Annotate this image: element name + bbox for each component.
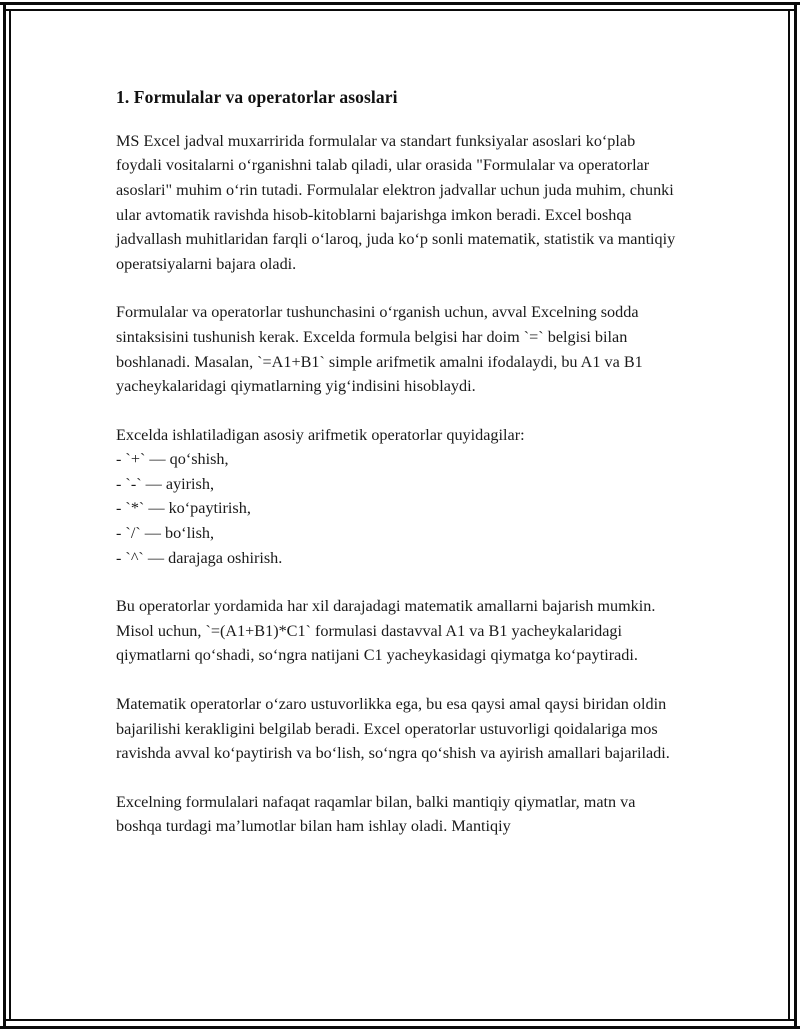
list-item: - `*` — ko‘paytirish, <box>116 499 251 518</box>
paragraph-syntax: Formulalar va operatorlar tushunchasini o‘rganish uchun, avval Excelning sodda sintaksisini tushunish kerak. Excelda formula belgisi har doim `=` belgisi bilan boshlanadi. Masalan, `=A1+B1` simple arifmetik amalni ifodalaydi, bu A1 va B1 yacheykalaridagi qiymatlarning yig‘indisini hisoblaydi. <box>116 303 643 396</box>
page-border-bottom-inner <box>4 1019 794 1021</box>
page-border-left-outer <box>3 2 6 1029</box>
paragraph-example: Bu operatorlar yordamida har xil darajadagi matematik amallarni bajarish mumkin. Misol uchun, `=(A1+B1)*C1` formulasi dastavval A1 va B1 yacheykalaridagi qiymatlarni qo‘shadi, so‘ngra natijani C1 yacheykasidagi qiymatga ko‘paytiradi. <box>116 597 656 665</box>
page-border-top-inner <box>6 9 794 11</box>
list-item: - `^` — darajaga oshirish. <box>116 548 283 567</box>
page-border-top-outer <box>0 2 800 5</box>
page-border-right-outer <box>794 2 797 1029</box>
list-item: - `-` — ayirish, <box>116 474 214 493</box>
list-item: - `/` — bo‘lish, <box>116 524 215 543</box>
page-border-right-inner <box>788 9 790 1021</box>
operator-list-lead-in: Excelda ishlatiladigan asosiy arifmetik operatorlar quyidagilar: <box>116 425 525 444</box>
operator-list-block <box>116 423 684 571</box>
paragraph-intro: MS Excel jadval muxarririda formulalar va standart funksiyalar asoslari ko‘plab foydali vositalarni o‘rganishni talab qiladi, ular orasida "Formulalar va operatorlar asoslari" muhim o‘rin tutadi. Formulalar elektron jadvallar uchun juda muhim, chunki ular avtomatik ravishda hisob-kitoblarni bajarishga imkon beradi. Excel boshqa jadvallash muhitlaridan farqli o‘laroq, juda ko‘p sonli matematik, statistik va mantiqiy operatsiyalarni bajara oladi. <box>116 131 676 273</box>
page-border-bottom-outer <box>0 1026 800 1029</box>
paragraph-precedence: Matematik operatorlar o‘zaro ustuvorlikka ega, bu esa qaysi amal qaysi biridan oldin bajarilishi kerakligini belgilab beradi. Excel operatorlar ustuvorligi qoidalariga mos ravishda avval ko‘paytirish va bo‘lish, so‘ngra qo‘shish va ayirish amallari bajariladi. <box>116 695 670 763</box>
list-item: - `+` — qo‘shish, <box>116 450 229 469</box>
paragraph-logical: Excelning formulalari nafaqat raqamlar bilan, balki mantiqiy qiymatlar, matn va boshqa turdagi ma’lumotlar bilan ham ishlay oladi. Mantiqiy <box>116 792 636 836</box>
document-text-column <box>116 86 684 839</box>
page-border-left-inner <box>9 9 11 1021</box>
section-heading: 1. Formulalar va operatorlar asoslari <box>116 87 398 107</box>
